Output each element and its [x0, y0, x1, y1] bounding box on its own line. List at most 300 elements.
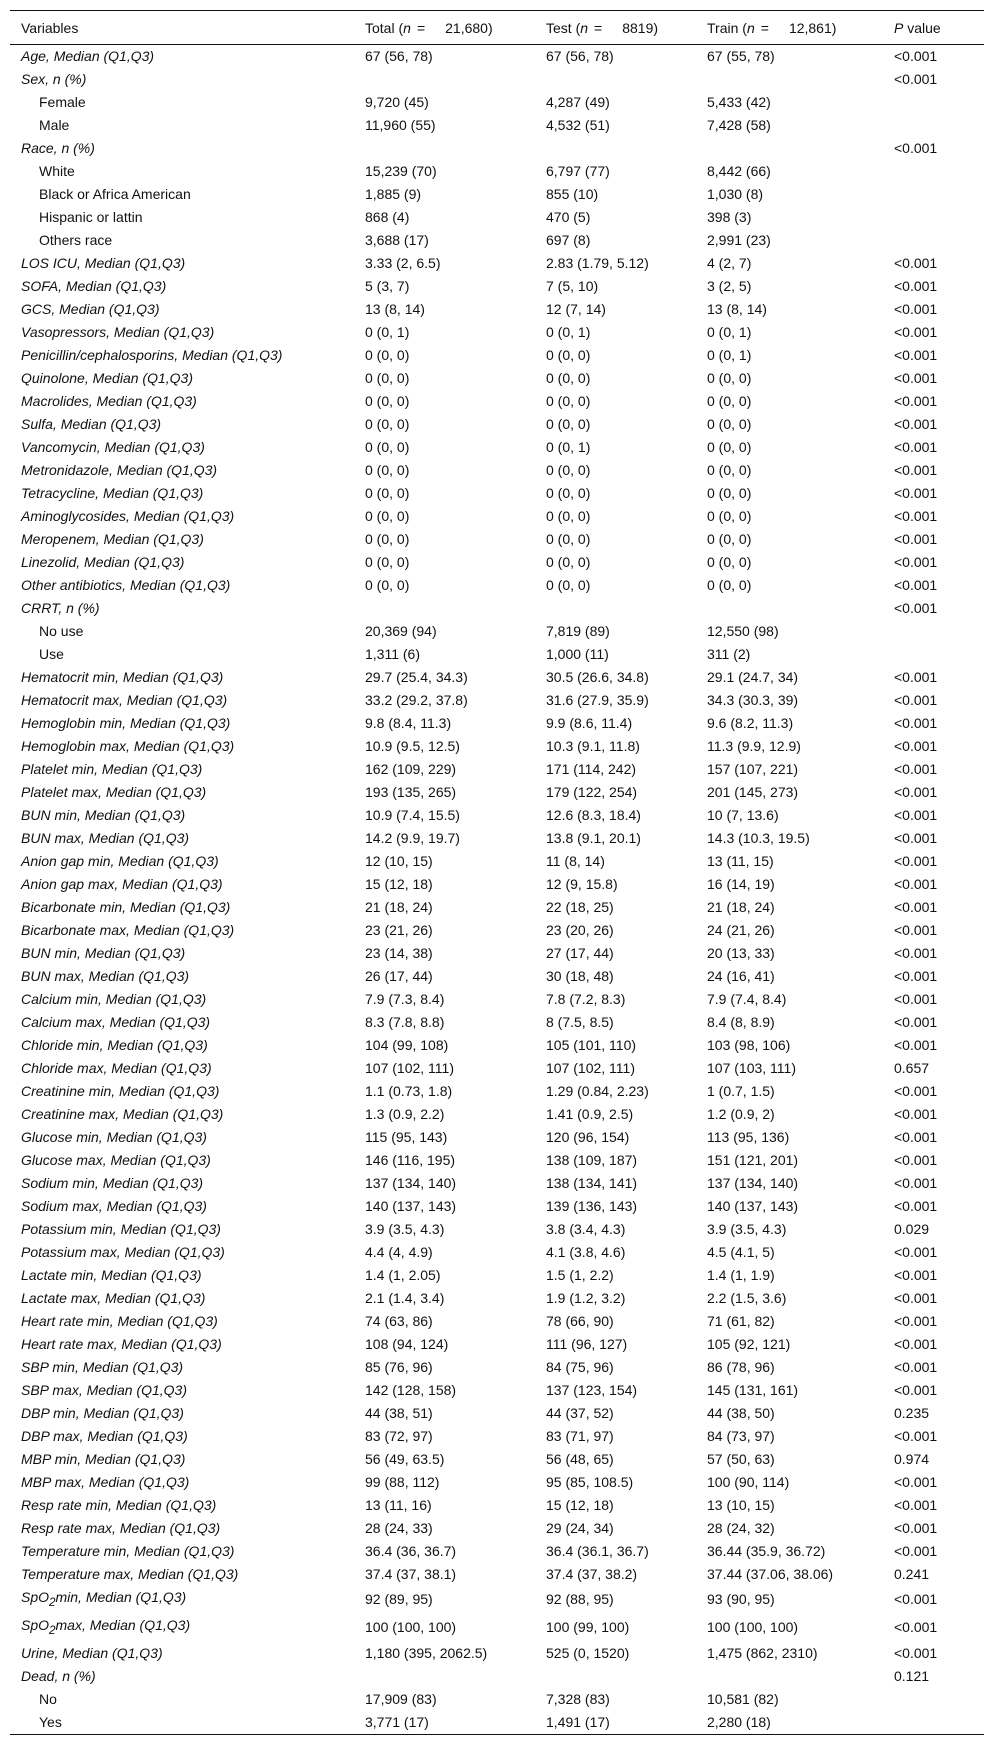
header-row [10, 11, 984, 45]
table-row [10, 574, 984, 597]
total-cell: 83 (72, 97) [365, 1428, 433, 1444]
train-cell: 11.3 (9.9, 12.9) [707, 738, 801, 754]
table-row [10, 643, 984, 666]
pvalue-cell: <0.001 [894, 945, 938, 961]
table-row [10, 528, 984, 551]
variable-cell [10, 1172, 354, 1195]
total-cell: 0 (0, 0) [365, 531, 410, 547]
pvalue-cell: <0.001 [894, 370, 938, 386]
pvalue-cell: <0.001 [894, 876, 938, 892]
total-cell: 146 (116, 195) [365, 1152, 456, 1168]
total-cell: 100 (100, 100) [365, 1619, 457, 1636]
pvalue-cell: <0.001 [894, 738, 938, 754]
table-row [10, 1614, 984, 1642]
variable-name: Age, Median (Q1,Q3) [21, 48, 155, 64]
variable-name: Lactate max, Median (Q1,Q3) [21, 1290, 206, 1306]
train-cell: 7.9 (7.4, 8.4) [707, 991, 787, 1007]
variable-cell [10, 505, 354, 528]
pvalue-cell: 0.235 [894, 1405, 930, 1421]
test-cell: 0 (0, 1) [546, 439, 591, 455]
test-cell: 12.6 (8.3, 18.4) [546, 807, 641, 823]
test-cell: 0 (0, 0) [546, 393, 591, 409]
variable-name: Dead, n (%) [21, 1667, 96, 1684]
variable-name: Other antibiotics, Median (Q1,Q3) [21, 577, 231, 593]
variable-name: Meropenem, Median (Q1,Q3) [21, 531, 204, 547]
table-row [10, 1034, 984, 1057]
train-cell: 93 (90, 95) [707, 1591, 775, 1608]
test-cell: 27 (17, 44) [546, 945, 614, 961]
train-cell [696, 597, 883, 620]
variable-name: BUN min, Median (Q1,Q3) [21, 945, 186, 961]
table-row [10, 367, 984, 390]
total-cell: 1.4 (1, 2.05) [365, 1267, 441, 1283]
test-cell: 855 (10) [546, 186, 599, 202]
train-cell: 2,280 (18) [696, 1711, 883, 1735]
table-row [10, 91, 984, 114]
train-cell: 0 (0, 1) [707, 324, 752, 340]
total-cell: 9,720 (45) [365, 94, 429, 110]
table-row [10, 896, 984, 919]
train-cell: 1,030 (8) [707, 186, 764, 202]
header-pvalue-label: value [907, 19, 941, 36]
table-row [10, 1665, 984, 1688]
variable-name: Macrolides, Median (Q1,Q3) [21, 393, 197, 409]
pvalue-cell: <0.001 [894, 853, 938, 869]
table-row [10, 413, 984, 436]
test-cell: 56 (48, 65) [546, 1451, 614, 1467]
total-cell: 85 (76, 96) [365, 1359, 433, 1375]
test-cell: 12 (7, 14) [546, 301, 606, 317]
variable-name: Creatinine min, Median (Q1,Q3) [21, 1083, 220, 1099]
test-cell: 23 (20, 26) [546, 922, 614, 938]
test-cell: 83 (71, 97) [546, 1428, 614, 1444]
variable-name: DBP max, Median (Q1,Q3) [21, 1428, 188, 1444]
table-row [10, 1149, 984, 1172]
train-cell: 107 (103, 111) [707, 1060, 796, 1076]
test-cell: 78 (66, 90) [546, 1313, 614, 1329]
variable-name: Glucose max, Median (Q1,Q3) [21, 1152, 211, 1168]
variable-cell [10, 1034, 354, 1057]
train-cell: 2,991 (23) [707, 232, 771, 248]
table-row [10, 942, 984, 965]
total-cell: 15,239 (70) [365, 163, 437, 179]
variable-name: BUN min, Median (Q1,Q3) [21, 807, 186, 823]
pvalue-cell: <0.001 [894, 600, 938, 616]
pvalue-cell [883, 620, 984, 643]
pvalue-cell: <0.001 [894, 899, 938, 915]
variable-name: White [39, 163, 75, 179]
variable-cell [10, 1586, 354, 1614]
table-row [10, 206, 984, 229]
total-cell: 108 (94, 124) [365, 1336, 449, 1352]
total-cell: 56 (49, 63.5) [365, 1451, 445, 1467]
variable-name: LOS ICU, Median (Q1,Q3) [21, 255, 186, 271]
pvalue-cell: <0.001 [894, 393, 938, 409]
total-cell: 0 (0, 0) [365, 370, 410, 386]
train-cell: 37.44 (37.06, 38.06) [707, 1566, 834, 1582]
table-row [10, 68, 984, 91]
pvalue-cell: <0.001 [894, 807, 938, 823]
train-cell [696, 68, 883, 91]
variable-cell [10, 643, 354, 666]
header-pvalue-symbol: P [894, 19, 904, 36]
variable-cell [10, 551, 354, 574]
test-cell: 0 (0, 0) [546, 416, 591, 432]
table-row [10, 1057, 984, 1080]
total-cell: 13 (11, 16) [365, 1497, 432, 1513]
variable-name: Vasopressors, Median (Q1,Q3) [21, 324, 215, 340]
test-cell: 0 (0, 0) [546, 485, 591, 501]
table-row [10, 689, 984, 712]
test-cell [535, 68, 696, 91]
table-row [10, 1494, 984, 1517]
variable-cell [10, 1614, 354, 1642]
train-cell: 57 (50, 63) [707, 1451, 775, 1467]
train-cell: 86 (78, 96) [707, 1359, 775, 1375]
variable-name: Aminoglycosides, Median (Q1,Q3) [21, 508, 235, 524]
table-row [10, 1011, 984, 1034]
pvalue-cell: <0.001 [894, 1014, 938, 1030]
train-cell: 1.4 (1, 1.9) [707, 1267, 775, 1283]
header-train: Train (n = 12,861) [696, 11, 883, 45]
train-cell: 1,475 (862, 2310) [707, 1644, 818, 1661]
pvalue-cell: <0.001 [894, 255, 938, 271]
test-cell [535, 1665, 696, 1688]
table-header [10, 11, 984, 45]
variable-cell [10, 344, 354, 367]
total-cell: 67 (56, 78) [365, 48, 433, 64]
pvalue-cell: <0.001 [894, 1175, 938, 1191]
table-row [10, 1642, 984, 1665]
train-cell: 10,581 (82) [707, 1690, 779, 1707]
variable-subscript: 2 [49, 1623, 56, 1637]
variable-name: Chloride min, Median (Q1,Q3) [21, 1037, 208, 1053]
train-cell: 1.2 (0.9, 2) [707, 1106, 775, 1122]
variable-cell [10, 1471, 354, 1494]
train-cell: 28 (24, 32) [707, 1520, 775, 1536]
train-cell: 0 (0, 0) [707, 485, 752, 501]
variable-cell [10, 482, 354, 505]
test-cell: 0 (0, 1) [546, 324, 591, 340]
table-row [10, 1563, 984, 1586]
total-cell: 10.9 (9.5, 12.5) [365, 738, 460, 754]
pvalue-cell: <0.001 [894, 1382, 938, 1398]
pvalue-cell: <0.001 [894, 1520, 938, 1536]
pvalue-cell: <0.001 [894, 1290, 938, 1306]
train-cell: 24 (16, 41) [707, 968, 775, 984]
variable-name: Sex, n (%) [21, 71, 87, 87]
pvalue-cell: <0.001 [894, 416, 938, 432]
pvalue-cell: <0.001 [894, 1359, 938, 1375]
total-cell [354, 68, 535, 91]
pvalue-cell: <0.001 [894, 1083, 938, 1099]
test-cell: 0 (0, 0) [546, 370, 591, 386]
test-cell: 0 (0, 0) [546, 508, 591, 524]
variable-name: Glucose min, Median (Q1,Q3) [21, 1129, 207, 1145]
total-cell: 1.3 (0.9, 2.2) [365, 1106, 445, 1122]
total-cell: 3.33 (2, 6.5) [365, 255, 441, 271]
total-cell: 868 (4) [365, 209, 410, 225]
train-cell: 12,550 (98) [707, 623, 779, 639]
pvalue-cell: <0.001 [894, 991, 938, 1007]
variable-name: Female [39, 94, 86, 110]
test-cell: 95 (85, 108.5) [546, 1474, 634, 1490]
variable-subscript: 2 [49, 1595, 56, 1609]
test-cell: 138 (134, 141) [546, 1175, 638, 1191]
variable-cell [10, 942, 354, 965]
table-row [10, 160, 984, 183]
test-cell: 31.6 (27.9, 35.9) [546, 692, 649, 708]
test-cell [535, 137, 696, 160]
pvalue-cell: <0.001 [894, 48, 938, 64]
train-cell: 21 (18, 24) [707, 899, 775, 915]
test-cell: 7.8 (7.2, 8.3) [546, 991, 626, 1007]
variable-cell [10, 160, 354, 183]
test-cell: 470 (5) [546, 209, 591, 225]
total-cell: 33.2 (29.2, 37.8) [365, 692, 468, 708]
variable-cell [10, 1356, 354, 1379]
total-cell: 21 (18, 24) [365, 899, 433, 915]
table-row [10, 758, 984, 781]
pvalue-cell [883, 183, 984, 206]
train-cell: 4.5 (4.1, 5) [707, 1244, 775, 1260]
variable-cell [10, 321, 354, 344]
test-cell: 11 (8, 14) [546, 853, 605, 869]
train-cell: 13 (10, 15) [707, 1497, 775, 1513]
variable-name: BUN max, Median (Q1,Q3) [21, 830, 190, 846]
total-cell: 7.9 (7.3, 8.4) [365, 991, 445, 1007]
variable-cell [10, 68, 354, 91]
table-row [10, 1517, 984, 1540]
train-cell: 140 (137, 143) [707, 1198, 799, 1214]
variable-cell [10, 758, 354, 781]
total-cell: 11,960 (55) [365, 117, 436, 133]
pvalue-cell: <0.001 [894, 1619, 938, 1636]
total-cell: 0 (0, 0) [365, 393, 410, 409]
variable-cell [10, 206, 354, 229]
test-cell: 92 (88, 95) [546, 1591, 614, 1608]
test-cell: 4,287 (49) [546, 94, 610, 110]
variable-cell [10, 1011, 354, 1034]
header-test-n-value: 8819 [622, 19, 654, 36]
test-cell [535, 597, 696, 620]
header-train-label: Train [707, 19, 739, 36]
test-cell: 0 (0, 0) [546, 577, 591, 593]
pvalue-cell: <0.001 [894, 1198, 938, 1214]
variable-name: Urine, Median (Q1,Q3) [21, 1644, 163, 1661]
baseline-characteristics-table-container [10, 10, 984, 1735]
variable-cell [10, 620, 354, 643]
variable-name: Linezolid, Median (Q1,Q3) [21, 554, 185, 570]
header-total-label: Total [365, 19, 395, 36]
table-row [10, 666, 984, 689]
variable-name: MBP max, Median (Q1,Q3) [21, 1474, 190, 1490]
variable-cell [10, 1149, 354, 1172]
test-cell: 15 (12, 18) [546, 1497, 614, 1513]
pvalue-cell [883, 1711, 984, 1735]
variable-name: Sodium max, Median (Q1,Q3) [21, 1198, 207, 1214]
variable-name: Bicarbonate min, Median (Q1,Q3) [21, 899, 231, 915]
table-row [10, 1310, 984, 1333]
train-cell: 7,428 (58) [707, 117, 771, 133]
pvalue-cell: <0.001 [894, 692, 938, 708]
pvalue-cell: <0.001 [894, 830, 938, 846]
pvalue-cell: <0.001 [894, 1428, 938, 1444]
table-row [10, 459, 984, 482]
table-row [10, 1287, 984, 1310]
variable-cell [10, 1333, 354, 1356]
table-row [10, 482, 984, 505]
total-cell: 14.2 (9.9, 19.7) [365, 830, 460, 846]
train-cell: 100 (100, 100) [707, 1619, 799, 1636]
total-cell: 36.4 (36, 36.7) [365, 1543, 457, 1559]
table-row [10, 505, 984, 528]
variable-name: SBP min, Median (Q1,Q3) [21, 1359, 184, 1375]
test-cell: 0 (0, 0) [546, 462, 591, 478]
table-row [10, 275, 984, 298]
total-cell: 3.9 (3.5, 4.3) [365, 1221, 445, 1237]
table-row [10, 1264, 984, 1287]
variable-cell [10, 666, 354, 689]
variable-cell [10, 459, 354, 482]
table-row [10, 965, 984, 988]
test-cell: 2.83 (1.79, 5.12) [546, 255, 649, 271]
total-cell: 1,885 (9) [365, 186, 422, 202]
table-row [10, 919, 984, 942]
variable-name: Bicarbonate max, Median (Q1,Q3) [21, 922, 235, 938]
train-cell: 8.4 (8, 8.9) [707, 1014, 775, 1030]
total-cell: 92 (89, 95) [365, 1591, 433, 1608]
pvalue-cell: <0.001 [894, 1497, 938, 1513]
header-train-n-value: 12,861 [788, 19, 832, 36]
total-cell: 0 (0, 0) [365, 347, 410, 363]
total-cell: 26 (17, 44) [365, 968, 433, 984]
variable-name: Yes [39, 1713, 62, 1730]
header-variables-label: Variables [21, 19, 79, 36]
test-cell: 12 (9, 15.8) [546, 876, 618, 892]
header-variables [10, 11, 354, 45]
test-cell: 1,491 (17) [535, 1711, 696, 1735]
variable-cell [10, 1665, 354, 1688]
table-row [10, 1540, 984, 1563]
test-cell: 6,797 (77) [546, 163, 610, 179]
variable-cell [10, 965, 354, 988]
table-row [10, 827, 984, 850]
train-cell: 36.44 (35.9, 36.72) [707, 1543, 826, 1559]
test-cell: 30 (18, 48) [546, 968, 614, 984]
total-cell: 9.8 (8.4, 11.3) [365, 715, 452, 731]
variable-cell [10, 1563, 354, 1586]
table-row [10, 873, 984, 896]
header-total: Total (n = 21,680) [354, 11, 535, 45]
variable-cell [10, 1448, 354, 1471]
variable-name: Anion gap max, Median (Q1,Q3) [21, 876, 223, 892]
train-cell [696, 137, 883, 160]
table-row [10, 712, 984, 735]
pvalue-cell: <0.001 [894, 922, 938, 938]
table-row [10, 1356, 984, 1379]
total-cell: 0 (0, 0) [365, 439, 410, 455]
variable-name: MBP min, Median (Q1,Q3) [21, 1451, 186, 1467]
test-cell: 7,328 (83) [546, 1690, 610, 1707]
pvalue-cell: <0.001 [894, 577, 938, 593]
variable-name: Hispanic or lattin [39, 209, 143, 225]
pvalue-cell: <0.001 [894, 1244, 938, 1260]
train-cell: 0 (0, 0) [707, 416, 752, 432]
variable-cell [10, 298, 354, 321]
train-cell: 20 (13, 33) [707, 945, 775, 961]
variable-name: Calcium min, Median (Q1,Q3) [21, 991, 207, 1007]
variable-name: Heart rate min, Median (Q1,Q3) [21, 1313, 218, 1329]
variable-name: SBP max, Median (Q1,Q3) [21, 1382, 187, 1398]
variable-name: Potassium min, Median (Q1,Q3) [21, 1221, 221, 1237]
test-cell: 84 (75, 96) [546, 1359, 614, 1375]
variable-name: BUN max, Median (Q1,Q3) [21, 968, 190, 984]
variable-name: Male [39, 117, 70, 133]
pvalue-cell [883, 91, 984, 114]
total-cell: 2.1 (1.4, 3.4) [365, 1290, 445, 1306]
total-cell: 0 (0, 0) [365, 416, 410, 432]
variable-cell [10, 574, 354, 597]
variable-cell [10, 1195, 354, 1218]
pvalue-cell: <0.001 [894, 71, 938, 87]
train-cell: 29.1 (24.7, 34) [707, 669, 799, 685]
variable-name: Black or Africa American [39, 186, 191, 202]
pvalue-cell: <0.001 [894, 508, 938, 524]
pvalue-cell: <0.001 [894, 669, 938, 685]
variable-cell [10, 137, 354, 160]
variable-name: Temperature min, Median (Q1,Q3) [21, 1543, 235, 1559]
train-cell: 8,442 (66) [707, 163, 771, 179]
variable-cell [10, 1379, 354, 1402]
train-cell: 3.9 (3.5, 4.3) [707, 1221, 787, 1237]
table-row [10, 1425, 984, 1448]
variable-name: Race, n (%) [21, 140, 95, 156]
variable-name: Sodium min, Median (Q1,Q3) [21, 1175, 204, 1191]
variable-name: Lactate min, Median (Q1,Q3) [21, 1267, 202, 1283]
pvalue-cell: <0.001 [894, 1543, 938, 1559]
variable-cell [10, 1540, 354, 1563]
test-cell: 137 (123, 154) [546, 1382, 638, 1398]
table-row [10, 252, 984, 275]
table-row [10, 1218, 984, 1241]
total-cell: 0 (0, 0) [365, 554, 410, 570]
variable-cell [10, 1310, 354, 1333]
pvalue-cell: <0.001 [894, 462, 938, 478]
variable-cell [10, 1402, 354, 1425]
test-cell: 1.5 (1, 2.2) [546, 1267, 614, 1283]
variable-cell [10, 1642, 354, 1665]
test-cell: 9.9 (8.6, 11.4) [546, 715, 633, 731]
train-cell: 0 (0, 0) [707, 531, 752, 547]
pvalue-cell: <0.001 [894, 1336, 938, 1352]
total-cell: 1,311 (6) [365, 646, 420, 662]
train-cell: 34.3 (30.3, 39) [707, 692, 799, 708]
train-cell: 3 (2, 5) [707, 278, 752, 294]
test-cell: 8 (7.5, 8.5) [546, 1014, 614, 1030]
test-cell: 13.8 (9.1, 20.1) [546, 830, 641, 846]
pvalue-cell: <0.001 [894, 554, 938, 570]
variable-cell [10, 390, 354, 413]
test-cell: 525 (0, 1520) [546, 1644, 630, 1661]
train-cell: 13 (8, 14) [707, 301, 767, 317]
table-row [10, 551, 984, 574]
variable-cell [10, 735, 354, 758]
table-row [10, 1379, 984, 1402]
table-row [10, 1080, 984, 1103]
pvalue-cell: 0.974 [894, 1451, 930, 1467]
table-row [10, 298, 984, 321]
